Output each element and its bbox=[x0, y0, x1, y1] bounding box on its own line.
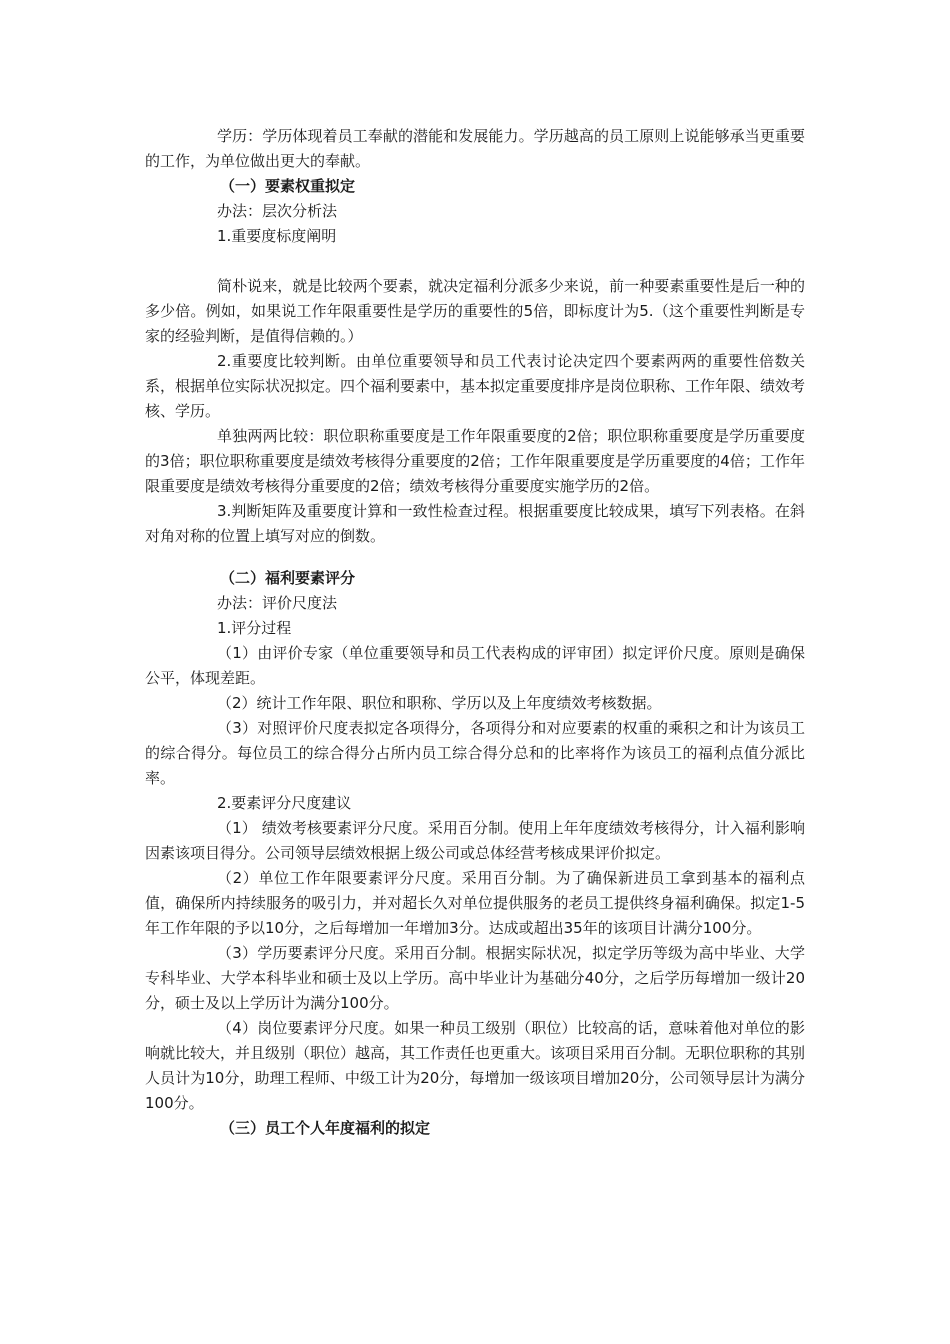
paragraph-position-scale: （4）岗位要素评分尺度。如果一种员工级别（职位）比较高的话，意味着他对单位的影响就比较大，并且级别（职位）越高，其工作责任也更重大。该项目采用百分制。无职位职称的其别人员计为10分，助理工程师、中级工计为20分，每增加一级该项目增加20分，公司领导层计为满分100分。 bbox=[145, 1019, 806, 1112]
subheading-process: 1.评分过程 bbox=[217, 619, 292, 637]
spacer bbox=[145, 249, 805, 274]
method-line: 办法：层次分析法 bbox=[217, 202, 338, 220]
method-line: 办法：评价尺度法 bbox=[217, 594, 338, 612]
paragraph-scale-explanation: 简朴说来，就是比较两个要素，就决定福利分派多少来说，前一种要素重要性是后一种的多少倍。例如，如果说工作年限重要性是学历的重要性的5倍，即标度计为5.（这个重要性判断是专家的经验判断，是值得信赖的。） bbox=[145, 277, 805, 345]
subheading-scale: 1.重要度标度阐明 bbox=[217, 227, 337, 245]
paragraph-performance-scale: （1） 绩效考核要素评分尺度。采用百分制。使用上年年度绩效考核得分，计入福利影响因素该项目得分。公司领导层绩效根据上级公司或总体经营考核成果评价拟定。 bbox=[145, 819, 805, 862]
paragraph-comparison: 2.重要度比较判断。由单位重要领导和员工代表讨论决定四个要素两两的重要性倍数关系，根据单位实际状况拟定。四个福利要素中，基本拟定重要度排序是岗位职称、工作年限、绩效考核、学历。 bbox=[145, 352, 806, 420]
heading-annual-benefit: （三）员工个人年度福利的拟定 bbox=[220, 1119, 431, 1137]
paragraph-education-scale: （3）学历要素评分尺度。采用百分制。根据实际状况，拟定学历等级为高中毕业、大学专科毕业、大学本科毕业和硕士及以上学历。高中毕业计为基础分40分，之后学历每增加一级计20分，硕士及以上学历计为满分100分。 bbox=[145, 944, 805, 1012]
subheading-scale-suggestion: 2.要素评分尺度建议 bbox=[217, 794, 352, 812]
heading-factor-scoring: （二）福利要素评分 bbox=[220, 569, 356, 587]
spacer bbox=[145, 549, 805, 566]
paragraph-pairwise: 单独两两比较：职位职称重要度是工作年限重要度的2倍；职位职称重要度是学历重要度的3倍；职位职称重要度是绩效考核得分重要度的2倍；工作年限重要度是学历重要度的4倍；工作年限重要度是绩效考核得分重要度的2倍；绩效考核得分重要度实施学历的2倍。 bbox=[145, 427, 805, 495]
paragraph-education: 学历：学历体现着员工奉献的潜能和发展能力。学历越高的员工原则上说能够承当更重要的工作，为单位做出更大的奉献。 bbox=[145, 127, 805, 170]
paragraph-step-3: （3）对照评价尺度表拟定各项得分，各项得分和对应要素的权重的乘积之和计为该员工的综合得分。每位员工的综合得分占所内员工综合得分总和的比率将作为该员工的福利点值分派比率。 bbox=[145, 719, 805, 787]
document-body bbox=[145, 124, 805, 1141]
paragraph-tenure-scale: （2）单位工作年限要素评分尺度。采用百分制。为了确保新进员工拿到基本的福利点值，确保所内持续服务的吸引力，并对超长久对单位提供服务的老员工提供终身福利确保。拟定1-5年工作年限的予以10分，之后每增加一年增加3分。达成或超出35年的该项目计满分100分。 bbox=[145, 869, 805, 937]
paragraph-step-1: （1）由评价专家（单位重要领导和员工代表构成的评审团）拟定评价尺度。原则是确保公平，体现差距。 bbox=[145, 644, 805, 687]
paragraph-matrix: 3.判断矩阵及重要度计算和一致性检查过程。根据重要度比较成果，填写下列表格。在斜对角对称的位置上填写对应的倒数。 bbox=[145, 502, 805, 545]
paragraph-step-2: （2）统计工作年限、职位和职称、学历以及上年度绩效考核数据。 bbox=[217, 694, 662, 712]
heading-weight-determination: （一）要素权重拟定 bbox=[220, 177, 356, 195]
